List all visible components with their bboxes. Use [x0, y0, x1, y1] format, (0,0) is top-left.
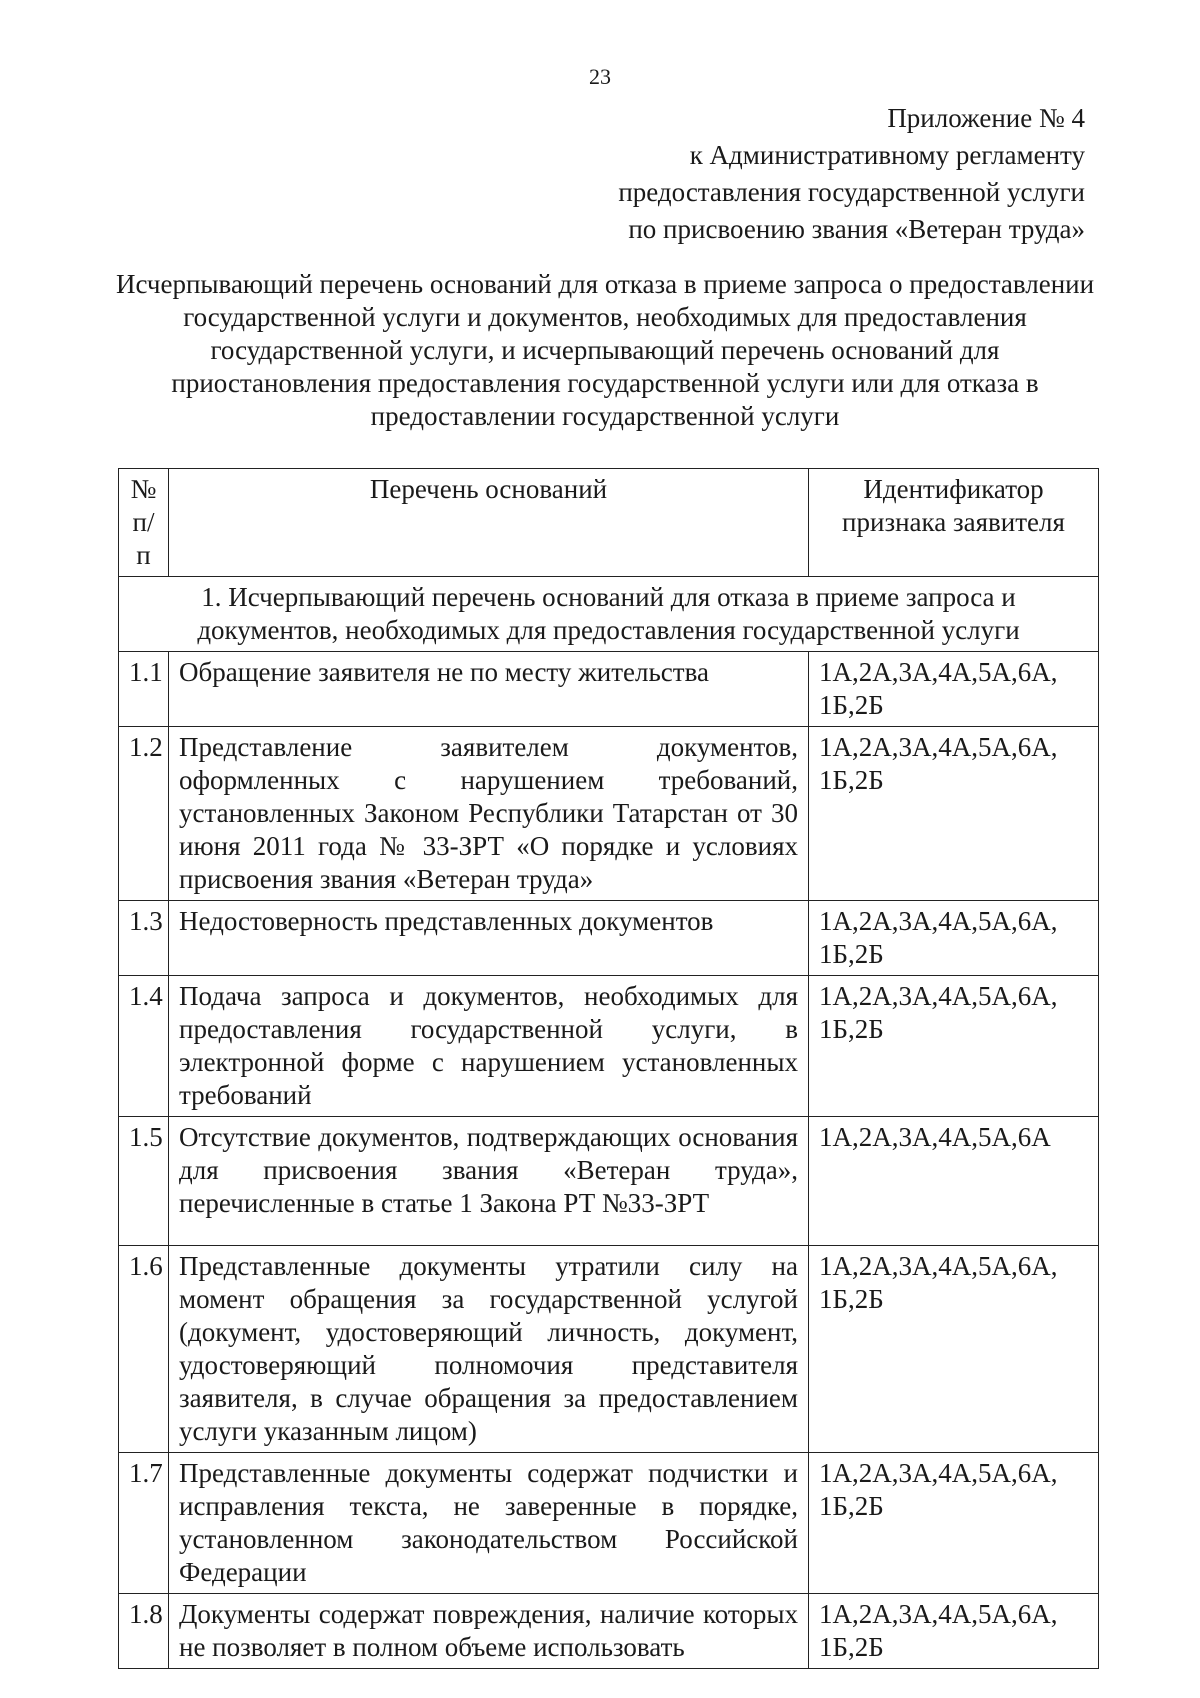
header-identifier-line: признака заявителя [842, 507, 1065, 537]
row-description: Представленные документы утратили силу на момент обращения за государственной услугой (документ, удостоверяющий личность, документ, удостоверяющий полномочия представителя заявителя, в случае обращения за предоставлением услуги указанным лицом) [169, 1246, 809, 1453]
row-identifier-line: 1Б,2Б [819, 1284, 884, 1314]
row-identifier [809, 976, 1099, 1117]
row-identifier-line: 1Б,2Б [819, 1491, 884, 1521]
header-number [119, 469, 169, 577]
row-identifier-line: 1А,2А,3А,4А,5А,6А, [819, 1251, 1058, 1281]
row-identifier [809, 652, 1099, 727]
row-identifier-line: 1Б,2Б [819, 1632, 884, 1662]
table-header-row [119, 469, 1099, 577]
row-description: Обращение заявителя не по месту жительства [169, 652, 809, 727]
row-number: 1.7 [119, 1453, 169, 1594]
page-number: 23 [589, 64, 611, 89]
row-identifier [809, 1117, 1099, 1246]
row-identifier-line: 1А,2А,3А,4А,5А,6А, [819, 1599, 1058, 1629]
row-identifier-line: 1Б,2Б [819, 690, 884, 720]
header-identifier [809, 469, 1099, 577]
row-identifier [809, 1246, 1099, 1453]
row-identifier-line: 1А,2А,3А,4А,5А,6А, [819, 732, 1058, 762]
row-number: 1.2 [119, 727, 169, 901]
header-description: Перечень оснований [169, 469, 809, 577]
row-description: Представленные документы содержат подчистки и исправления текста, не заверенные в порядке, установленном законодательством Российской Федерации [169, 1453, 809, 1594]
row-identifier [809, 1453, 1099, 1594]
row-number: 1.5 [119, 1117, 169, 1246]
table-row [119, 1594, 1099, 1669]
table-row [119, 1453, 1099, 1594]
row-description: Документы содержат повреждения, наличие которых не позволяет в полном объеме использовать [169, 1594, 809, 1669]
title-line: государственной услуги и документов, необходимых для предоставления [183, 302, 1027, 332]
row-number: 1.8 [119, 1594, 169, 1669]
appendix-header [618, 100, 1085, 248]
row-identifier [809, 901, 1099, 976]
section-row [119, 577, 1099, 652]
section-heading-line: 1. Исчерпывающий перечень оснований для отказа в приеме запроса и [201, 582, 1016, 612]
row-identifier [809, 727, 1099, 901]
appendix-line: Приложение № 4 [887, 103, 1085, 133]
row-description: Отсутствие документов, подтверждающих основания для присвоения звания «Ветеран труда», перечисленные в статье 1 Закона РТ №33-ЗРТ [169, 1117, 809, 1246]
title-line: Исчерпывающий перечень оснований для отказа в приеме запроса о предоставлении [115, 269, 1095, 299]
row-description: Подача запроса и документов, необходимых для предоставления государственной услуги, в электронной форме с нарушением установленных требований [169, 976, 809, 1117]
row-description: Недостоверность представленных документов [169, 901, 809, 976]
row-identifier-line: 1А,2А,3А,4А,5А,6А, [819, 906, 1058, 936]
grounds-table [118, 468, 1099, 1669]
row-number: 1.4 [119, 976, 169, 1117]
row-number: 1.3 [119, 901, 169, 976]
header-identifier-line: Идентификатор [863, 474, 1044, 504]
appendix-line: по присвоению звания «Ветеран труда» [628, 214, 1085, 244]
header-number-line: № [130, 474, 157, 504]
title-line: государственной услуги, и исчерпывающий перечень оснований для [210, 335, 1000, 365]
row-identifier-line: 1Б,2Б [819, 939, 884, 969]
document-title [100, 268, 1110, 433]
table-row [119, 1117, 1099, 1246]
appendix-line: к Административному регламенту [689, 140, 1085, 170]
table-row [119, 652, 1099, 727]
section-heading-line: документов, необходимых для предоставления государственной услуги [197, 615, 1020, 645]
row-number: 1.1 [119, 652, 169, 727]
row-identifier-line: 1А,2А,3А,4А,5А,6А [819, 1122, 1051, 1152]
row-identifier-line: 1А,2А,3А,4А,5А,6А, [819, 981, 1058, 1011]
table-row [119, 727, 1099, 901]
header-number-line: п/п [132, 507, 155, 570]
section-heading [119, 577, 1099, 652]
title-line: приостановления предоставления государственной услуги или для отказа в [171, 368, 1039, 398]
appendix-line: предоставления государственной услуги [618, 177, 1085, 207]
title-line: предоставлении государственной услуги [370, 401, 840, 431]
row-identifier [809, 1594, 1099, 1669]
row-identifier-line: 1А,2А,3А,4А,5А,6А, [819, 657, 1058, 687]
row-description: Представление заявителем документов, оформленных с нарушением требований, установленных Законом Республики Татарстан от 30 июня 2011 года № 33-ЗРТ «О порядке и условиях присвоения звания «Ветеран труда» [169, 727, 809, 901]
table-row [119, 1246, 1099, 1453]
row-number: 1.6 [119, 1246, 169, 1453]
row-identifier-line: 1А,2А,3А,4А,5А,6А, [819, 1458, 1058, 1488]
table-row [119, 976, 1099, 1117]
row-identifier-line: 1Б,2Б [819, 1014, 884, 1044]
row-identifier-line: 1Б,2Б [819, 765, 884, 795]
table-row [119, 901, 1099, 976]
